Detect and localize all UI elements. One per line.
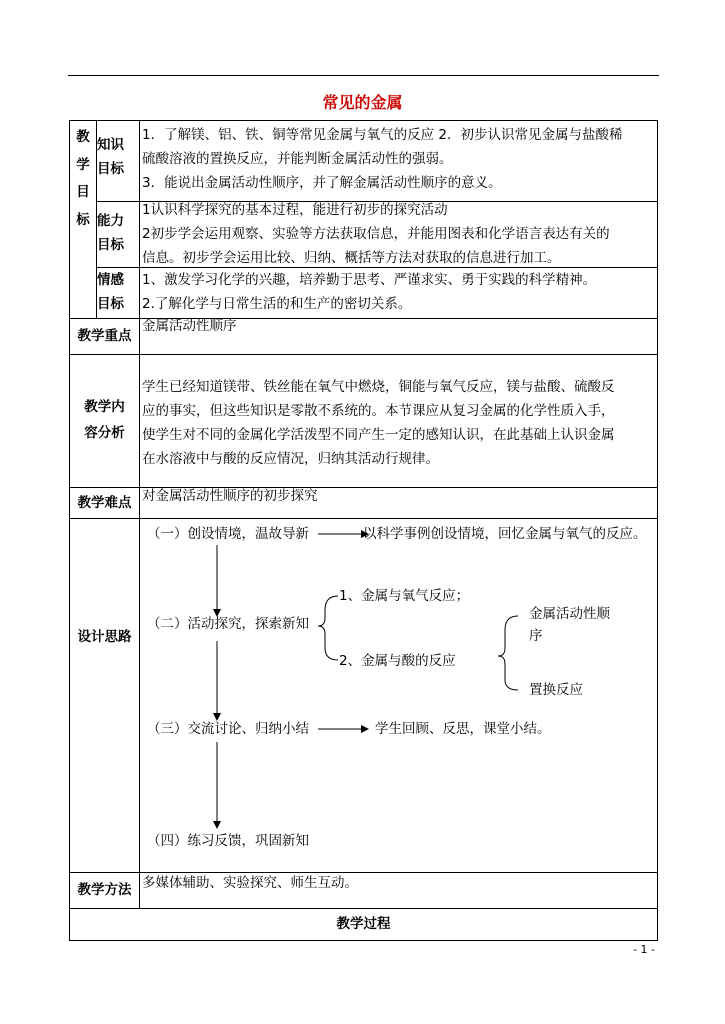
- key-point-label: 教学重点: [77, 328, 132, 344]
- brace-results: [498, 616, 518, 690]
- design-result-b: 置换反应: [529, 682, 583, 698]
- process-label: 教学过程: [336, 916, 391, 932]
- design-step1-target: 以科学事例创设情境，回忆金属与氧气的反应。: [363, 526, 647, 542]
- emotion-label: 情感 目标: [97, 272, 124, 312]
- method-label: 教学方法: [77, 882, 132, 898]
- difficulty-content: 对金属活动性顺序的初步探究: [142, 488, 318, 504]
- ability-label: 能力 目标: [97, 213, 124, 253]
- page-title: 常见的金属: [322, 93, 403, 112]
- knowledge-label: 知识 目标: [97, 137, 124, 177]
- ability-content: 1认识科学探究的基本过程，能进行初步的探究活动 2初步学会运用观察、实验等方法获取信息，并能用图表和化学语言表达有关的 信息。初步学会运用比较、归纳、概括等方法对获取的信息进行加工。: [142, 202, 610, 266]
- content-analysis-content: 学生已经知道镁带、铁丝能在氧气中燃烧，铜能与氧气反应，镁与盐酸、硫酸反 应的事实，但这些知识是零散不系统的。本节课应从复习金属的化学性质入手， 使学生对不同的金属化学活泼型不同产生一定的感知认识，在此基础上认识金属 在水溶液中与酸的反应情况，归纳其活动行规律。: [142, 379, 615, 467]
- brace-step2: [318, 596, 338, 660]
- content-analysis-label: 教学内 容分析: [84, 399, 125, 441]
- knowledge-content: 1．了解镁、铝、铁、铜等常见金属与氧气的反应 2．初步认识常见金属与盐酸稀 硫酸溶液的置换反应，并能判断金属活动性的强弱。 3．能说出金属活动性顺序，并了解金属活动性顺序的意义。: [142, 127, 623, 191]
- design-result-a-line2: 序: [529, 628, 543, 644]
- goals-main-label: 教 学 目 标: [76, 129, 90, 228]
- difficulty-label: 教学难点: [77, 495, 132, 511]
- page-number: - 1 -: [633, 943, 655, 956]
- method-content: 多媒体辅助、实验探究、师生互动。: [142, 875, 358, 891]
- design-step2: （二）活动探究，探索新知: [147, 616, 309, 632]
- design-step3-target: 学生回顾、反思，课堂小结。: [375, 721, 551, 737]
- design-step1: （一）创设情境，温故导新: [147, 526, 309, 542]
- key-point-content: 金属活动性顺序: [142, 318, 237, 334]
- design-label: 设计思路: [77, 629, 132, 645]
- design-step2-b: 2、金属与酸的反应: [339, 653, 456, 669]
- design-step4: （四）练习反馈，巩固新知: [147, 833, 309, 849]
- emotion-content: 1、激发学习化学的兴趣，培养勤于思考、严谨求实、勇于实践的科学精神。 2.了解化学与日常生活的和生产的密切关系。: [142, 272, 597, 312]
- design-step3: （三）交流讨论、归纳小结: [147, 721, 309, 737]
- design-step2-a: 1、金属与氧气反应；: [339, 588, 470, 604]
- design-result-a-line1: 金属活动性顺: [529, 606, 610, 622]
